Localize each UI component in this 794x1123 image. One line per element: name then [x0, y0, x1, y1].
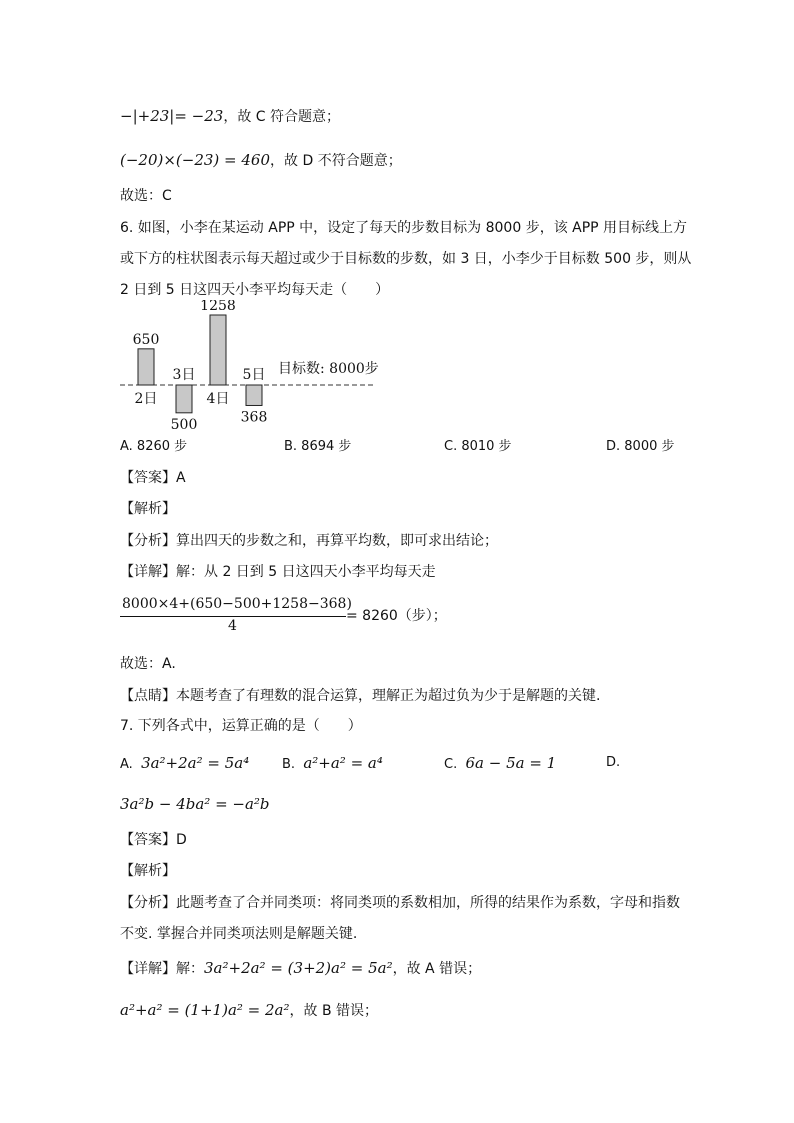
detail-math: 3a²+2a² = (3+2)a² = 5a² [204, 959, 393, 977]
answer-choice-line: 故选：C [120, 188, 172, 204]
q7-option-a [120, 753, 249, 775]
question-7: 7. 下列各式中，运算正确的是（ ） [120, 718, 362, 734]
fraction-denominator: 4 [228, 618, 237, 634]
option-math: a²+a² = a⁴ [303, 754, 383, 772]
detail-math: a²+a² = (1+1)a² = 2a² [120, 1001, 290, 1019]
detail-7-b [120, 1000, 378, 1021]
fraction-bar [120, 616, 346, 617]
question-6-line-1: 6. 如图，小李在某运动 APP 中，设定了每天的步数目标为 8000 步，该 APP 用目标线上方 [120, 220, 688, 236]
option-a: A. 8260 步 [120, 439, 188, 454]
value-label: 650 [132, 331, 160, 348]
option-b: B. 8694 步 [284, 439, 352, 454]
analysis-7-header: 【解析】 [120, 863, 176, 879]
detail-label: 【详解】解： [120, 961, 204, 977]
question-6-line-3: 2 日到 5 日这四天小李平均每天走（ ） [120, 282, 390, 298]
bar-3日 [176, 385, 192, 413]
category-label: 3日 [172, 367, 196, 383]
option-label: B. [282, 757, 296, 772]
detail-text: ，故 A 错误； [392, 961, 482, 977]
analysis-6-header: 【解析】 [120, 501, 176, 517]
answer-6: 【答案】A [120, 470, 186, 486]
value-label: 500 [170, 416, 198, 430]
option-math: 3a²+2a² = 5a⁴ [141, 754, 250, 772]
fraction-result: = 8260（步）； [346, 608, 447, 624]
fraction-numerator: 8000×4+(650−500+1258−368) [122, 596, 352, 612]
q7-option-d: D. [606, 755, 621, 770]
detail-7 [120, 958, 481, 979]
value-label: 1258 [200, 300, 236, 314]
question-6-line-2: 或下方的柱状图表示每天超过或少于目标数的步数，如 3 日，小李少于目标数 500 步，则从 [120, 251, 692, 267]
conclusion-text: ，故 C 符合题意； [223, 109, 341, 125]
math-expression: −|+23|= −23 [120, 107, 224, 125]
choice-6: 故选：A. [120, 656, 176, 672]
bar-2日 [138, 349, 154, 385]
target-label: 目标数: 8000步 [278, 361, 379, 377]
category-label: 4日 [206, 391, 230, 407]
q7-option-d-math [120, 794, 270, 815]
comment-6: 【点睛】本题考查了有理数的混合运算，理解正为超过负为少于是解题的关键. [120, 688, 601, 704]
category-label: 2日 [134, 391, 158, 407]
option-label: A. [120, 757, 133, 772]
q7-option-c [444, 753, 556, 775]
chart-svg [118, 300, 398, 430]
bar-4日 [210, 315, 226, 385]
option-math: 3a²b − 4ba² = −a²b [120, 795, 270, 813]
category-label: 5日 [242, 367, 266, 383]
analysis-6: 【分析】算出四天的步数之和，再算平均数，即可求出结论； [120, 533, 498, 549]
option-d: D. 8000 步 [606, 439, 675, 454]
option-label: C. [444, 757, 458, 772]
detail-6: 【详解】解：从 2 日到 5 日这四天小李平均每天走 [120, 564, 436, 580]
q7-option-b [282, 753, 383, 775]
analysis-7-line-2: 不变. 掌握合并同类项法则是解题关键. [120, 926, 358, 942]
bar-5日 [246, 385, 262, 405]
line-d-conclusion [120, 150, 402, 171]
option-c: C. 8010 步 [444, 439, 512, 454]
answer-7: 【答案】D [120, 832, 187, 848]
analysis-7-line-1: 【分析】此题考查了合并同类项：将同类项的系数相加，所得的结果作为系数，字母和指数 [120, 895, 680, 911]
value-label: 368 [240, 409, 268, 426]
line-c-conclusion [120, 106, 340, 127]
option-math: 6a − 5a = 1 [465, 754, 557, 772]
conclusion-text: ，故 D 不符合题意； [270, 153, 402, 169]
detail-text: ，故 B 错误； [289, 1003, 379, 1019]
step-bar-chart [118, 300, 398, 434]
math-expression: (−20)×(−23) = 460 [120, 151, 271, 169]
